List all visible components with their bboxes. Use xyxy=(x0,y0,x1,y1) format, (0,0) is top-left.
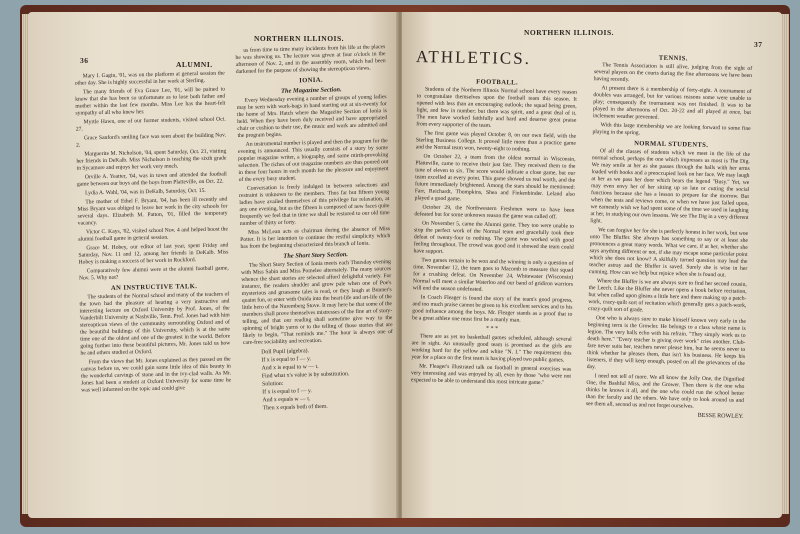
basketball-paragraph: There are as yet no basketball games scheduled, although several are in sight. An unusually good team is promised as the girls are working hard for the yellow and white "N. I." The requirement this year for a place on the first team is having played two public games. xyxy=(411,333,572,364)
students-paragraph: Where the Bluffer is we are always sure to find her second cousin, the Leech. Like the Bluffer she never opens a book before recitation, but when called upon gleans a little here and there making up a patch-work, crazy-quilt sort of recitation which generally gets a patch-work, crazy-quilt sort of grade. xyxy=(588,278,747,314)
football-paragraph: Two games remain to be won and the winning is only a question of time. November 12, the team goes to Macomb to measure that squad for a crushing defeat. On November 24, Whitewater (Wisconsin) Normal will meet a similar Waterloo and our band of gridiron warriors will end the season undefeated. xyxy=(412,257,574,293)
alumni-note: Marguerite M. Nicholson, '04, spent Saturday, Oct. 21, visiting her friends in DeKalb. Miss Nicholson is teaching the sixth grade in Sycamore and enjoys her work very much. xyxy=(76,148,227,172)
page-edges-right xyxy=(781,14,789,514)
algebra-line: If x is equal to f — y. xyxy=(262,388,312,396)
algebra-line: And x equals w — t. xyxy=(262,396,311,404)
ionia-heading: IONIA. xyxy=(299,76,324,85)
alumni-note: Lydia A. Wahl, '04, was in DeKalb, Saturday, Oct. 15. xyxy=(85,187,206,197)
alumni-note: Myrtle Hawn, one of our former students, visited school Oct. 27. xyxy=(75,116,226,133)
alumni-note: Mary I. Gagin, '01, was on the platform at general session the other day. She is highly successful in her work at Sterling. xyxy=(74,70,225,87)
algebra-line: And x is equal to w — t. xyxy=(261,363,319,372)
alumni-note: Victor C. Kays, '02, visited school Nov. 4 and helped boost the alumni football game in general session. xyxy=(78,226,228,243)
instructive-talk-heading: AN INSTRUCTIVE TALK. xyxy=(110,283,198,292)
right-column-2 xyxy=(586,50,753,421)
author-signature: BESSE ROWLEY. xyxy=(697,412,744,420)
tennis-paragraph: The Tennis Association is still alive, judging from the sight of several players on the courts during the fine afternoons we have been having recently. xyxy=(593,62,753,83)
right-column-1 xyxy=(411,74,577,389)
alumni-note: The mother of Ethel F. Bryant, '04, has been ill recently and Miss Bryant was obliged to leave her work in the city schools for several days. Elizabeth M. Patton, '01, filled the temporary vacancy. xyxy=(77,196,228,227)
lecture-paragraph: From the views that Mr. Jones explained as they passed on the canvas before us, we could gain some little idea of this beauty in the wonderful carvings of stone and in the ivy-clad walls. As Mr. Jones had been a student at Oxford University for some time he was well informed on the topic and could give xyxy=(80,356,232,394)
athletics-title: ATHLETICS. xyxy=(415,46,532,69)
football-paragraph: Students of the Northern Illinois Normal school have every reason to congratulate themselves upon the football team this season. It opened with less than an encouraging outlook; the squad being green, light, and few in number; but there was spirit, and a great deal of it. The men have worked faithfully and hard and deserve great praise from every supporter of the team. xyxy=(416,86,577,129)
short-story-heading: The Short Story Section. xyxy=(283,251,349,260)
alumni-notes xyxy=(75,70,229,282)
students-paragraph: We can forgive her for she is perfectly honest in her work, but woe unto The Bluffer. She always has something to say or at least she pronounces a great many words. What we care, if at her, whether she says anything different or not, if she may escape some particular point which she does not know? A skilfully turned question may lead the teacher astray and the Bluffer is saved. Surely she is wise in her cunning. How can we help but rejoice when she is found out. xyxy=(589,227,749,279)
left-page-number: 36 xyxy=(80,56,89,65)
magazine-paragraph: Every Wednesday evening a number of groups of young ladies may be seen with work-bags in hand starting out at six-twenty for the home of Mrs. Hatch where the Magazine Section of Ionia is held. When they have been duly received and have appropriated chair or cushion to their use, the music and work are admitted and the program begins. xyxy=(236,94,388,139)
tennis-paragraph: At present there is a membership of forty-eight. A tournament of doubles was arranged, but for various reasons some were unable to play; consequently the tournament was not finished. It was to be played in the afternoons of Oct. 20-22 and all played at once, but inclement weather prevented. xyxy=(592,85,752,121)
football-paragraph: In Coach Fleager is found the story of the team's good progress, and too much praise cannot be given to his excellent services and to his good influence among the boys. Mr. Fleager stands as a proof that to be a great athlete one must first be a manly man. xyxy=(412,294,573,324)
football-heading: FOOTBALL. xyxy=(476,78,519,87)
football-paragraph: The first game was played October 8, on our own field, with the Sterling Business College. It proved little more than a practice game and the Normal team won, twenty-eight to nothing. xyxy=(415,130,577,153)
students-paragraph: Of all the classes of students which we meet in the life of the normal school, perhaps the one which impresses us most is The Dig. We may smile at her as she passes through the halls with her arms loaded with books and a preoccupied look on her face. We may laugh at her as we pass her door which bears the legend "Busy." Yet, we may even envy her of her sitting up so late or cutting the social functions because she has a lesson to prepare for the morrow. But when the tests and reviews come, or when we have just failed upon, we earnestly wish we had spent some of the time we used in laughing at her, in studying our own lessons. We see The Dig in a very different light. xyxy=(590,148,751,225)
left-column-1 xyxy=(75,70,232,396)
algebra-line: Find what x's value is by substitution. xyxy=(261,371,350,380)
algebra-joke xyxy=(243,345,395,413)
normal-students-heading: NORMAL STUDENTS. xyxy=(634,140,709,149)
alumni-note: Grace Sanford's smiling face was seen about the building Nov. 2. xyxy=(76,132,227,149)
magazine-paragraph: Conversation is freely indulged in between selections and restraint is unknown to the members. Thus far but fifteen young ladies have availed themselves of this privilege for relaxation, at any one evening, but as the fifteen is composed of new faces quite frequently we feel that in time we shall be restored to our old time number of thirty or forty. xyxy=(239,182,390,227)
algebra-line: If x is equal to f — y. xyxy=(261,356,312,364)
tennis-heading: TENNIS. xyxy=(658,54,688,63)
algebra-line: Solution: xyxy=(261,380,284,388)
basketball-paragraph: Mr. Fleager's illustrated talk on football in general exercises was very interesting and was enjoyed by all, even by those "who were not expected to be able to understand this most intricate game." xyxy=(410,363,572,387)
lecture-paragraph: The students of the Normal school and many of the teachers of the town had the pleasure of hearing a very instructive and interesting lecture on Oxford University by Prof. Jones, of the Vanderbilt University at Nashville, Tenn. Prof. Jones had with him stereopticon views of the community surrounding Oxford and of the beautiful buildings of this University, which is at the same time one of the oldest and one of the greatest in the world. Before going further into these beautiful pictures, Mr. Jones told us how he and others studied at Oxford. xyxy=(79,291,231,357)
magazine-paragraph: Miss McLean acts as chairman during the absence of Miss Potter. It is her intention to continue the restful simplicity which has from the beginning characterized this branch of Ionia. xyxy=(240,226,391,250)
alumni-note: The many friends of Eva Grace Lee, '01, will be pained to know that she has been so unfortunate as to lose both father and mother within the last few months. Miss Lee has the heart-felt sympathy of all who knew her. xyxy=(75,86,226,117)
football-paragraph: October 29, the Northwestern Freshmen were to have been defeated but for some unknown reason the game was called off. xyxy=(414,204,575,221)
tennis-paragraph: With this large membership we are looking forward to some fine playing in the spring. xyxy=(592,122,751,137)
alumni-note: Grace M. Hobey, our editor of last year, spent Friday and Saturday, Nov. 11 and 12, among her friends in DeKalb. Miss Hobey is making a success of her work in Rockford. xyxy=(78,242,229,266)
left-page xyxy=(28,12,398,518)
football-paragraph: On October 22, a team from the oldest normal in Wisconsin, Platteville, came to receive their just fate. They received them to the tune of eleven to six. The score would indicate a close game, but our team excelled at every point. This game showed us real worth, and the future immediately brightened. Among the stars should be mentioned: Farr, Reichardt, Thompkins, Shea and Finkenbinder. Leland also played a good game. xyxy=(414,153,576,203)
alumni-heading: ALUMNI. xyxy=(176,60,213,69)
algebra-line: Then x equals both of them. xyxy=(262,403,328,412)
lecture-continuation: us from time to time many incidents from his life at the places he was showing us. The lecture was given at four o'clock in the afternoon of Nov. 2, and in the assembly room, which had been darkened for the purpose of showing the stereopticon views. xyxy=(235,44,386,76)
students-paragraph: I need not tell of more. We all know the Jolly One, the Dignified One, the Bashful Miss, and the Grower. Then there is the one who thinks he knows it all, and the one who could run the school better than the faculty and the others. We have only to look around us and see them all, second us and not forget ourselves. xyxy=(585,373,745,410)
students-paragraph: One who is always sure to make himself known very early in the beginning term is the Growler. He belongs to a class whose name is legion. The very halls echo with his refrain. "They simply work us to death here." "Every teacher is giving over work" cries another. Club-fare never suits her, teachers never please him, but he seems never to think whether he pleases them, that isn't his business. He keeps his listeners, if they will keep enough, posted on all the grievances of the day. xyxy=(586,315,746,371)
left-column-2 xyxy=(235,44,395,413)
alumni-note: Orville A. Yeatter, '04, was in town and attended the football game between our boys and the boys from Platteville, on Oct. 22. xyxy=(76,171,227,188)
alumni-note: Comparatively few alumni were at the alumni football game, Nov. 5. Why not? xyxy=(78,265,229,282)
right-page xyxy=(402,12,782,518)
section-divider-stars: * * * xyxy=(485,325,499,333)
short-story-paragraph: The Short Story Section of Ionia meets each Thursday evening with Miss Sabin and Miss Pomelee alternately. The many sources whence the short stories are selected afford delightful variety. For instance, the readers shudder and grow pale when one of Poe's mysterious and gruesome tales is read, or they laugh at Bunner's quaint fun, or enter with Ouida into the heart-life and art-life of the little hero of the Nuremberg Stove. It may here be that some of the members shall prove themselves mistresses of the fine art of story-telling, and that our reading shall sometime give way to the spinning of bright yarns or to the telling of those stories that are likely to begin, "That reminds me." The hour is always one of care-free sociability and recreation. xyxy=(241,259,393,346)
right-running-head: NORTHERN ILLINOIS. xyxy=(524,28,615,37)
right-page-number: 37 xyxy=(754,40,763,49)
football-paragraph: On November 5, came the Alumni game. They too were unable to stop the perfect work of the Normal team and gracefully took their defeat of twenty-four to nothing. The game was worked with good feeling throughout. The crowd was good and it showed the team could have support. xyxy=(413,220,575,255)
magazine-paragraph: An instrumental number is played and then the program for the evening is announced. This usually consists of a story by some popular magazine writer, a biography, and some mirth-provoking selection. The riches of our magazine numbers are thus poured out in these four hours in each month for the pleasure and enjoyment of the every busy student. xyxy=(237,138,389,183)
magazine-section-heading: The Magazine Section. xyxy=(281,86,342,95)
left-running-head: NORTHERN ILLINOIS. xyxy=(254,34,345,43)
algebra-title: Doll Pupil (algebra). xyxy=(261,348,310,356)
